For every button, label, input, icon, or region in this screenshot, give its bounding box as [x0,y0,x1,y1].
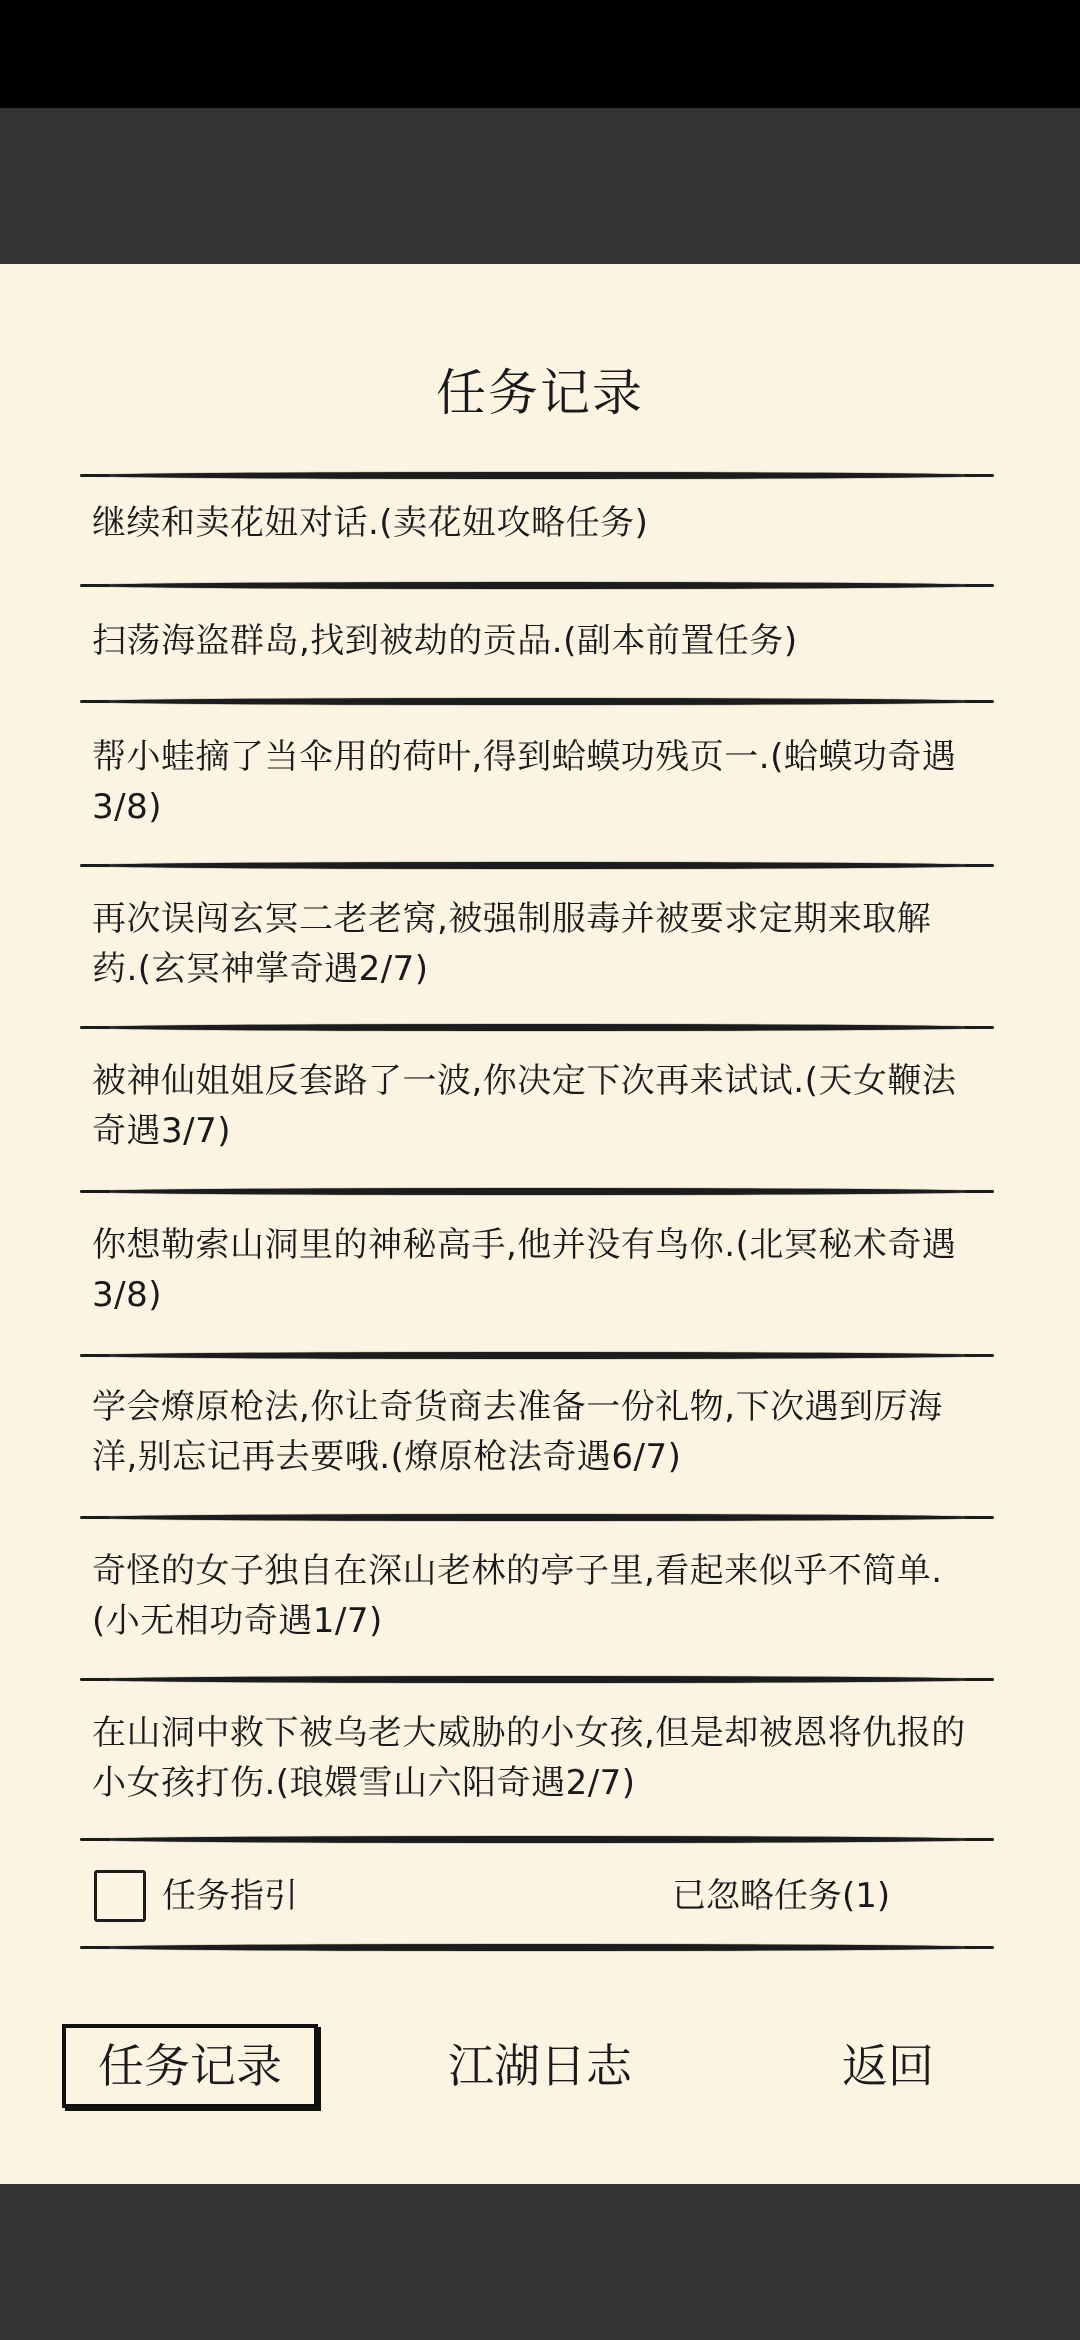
quest-item[interactable]: 被神仙姐姐反套路了一波,你决定下次再来试试.(天女鞭法奇遇3/7) [92,1061,957,1151]
divider [86,1188,988,1195]
quest-item[interactable]: 继续和卖花妞对话.(卖花妞攻略任务) [92,503,649,543]
ignored-quests-link[interactable]: 已忽略任务(1) [672,1876,891,1916]
divider [86,1836,988,1843]
top-band [0,108,1080,264]
quest-item[interactable]: 你想勒索山洞里的神秘高手,他并没有鸟你.(北冥秘术奇遇3/8) [92,1225,957,1315]
quest-item[interactable]: 奇怪的女子独自在深山老林的亭子里,看起来似乎不简单.(小无相功奇遇1/7) [92,1551,943,1641]
quest-guide-label[interactable]: 任务指引 [162,1876,298,1916]
divider [86,698,988,705]
divider [86,1352,988,1359]
divider [86,1676,988,1683]
status-bar [0,0,1080,108]
divider [86,582,988,589]
bottom-band [0,2184,1080,2340]
divider [86,472,988,479]
page-title: 任务记录 [436,364,644,422]
divider [86,1514,988,1521]
divider [86,1944,988,1951]
quest-options-row [0,1866,1080,1930]
quest-guide-checkbox[interactable] [94,1870,146,1922]
quest-item[interactable]: 扫荡海盗群岛,找到被劫的贡品.(副本前置任务) [92,621,798,661]
back-button[interactable]: 返回 [842,2039,934,2093]
quest-item[interactable]: 帮小蛙摘了当伞用的荷叶,得到蛤蟆功残页一.(蛤蟆功奇遇3/8) [92,737,957,827]
divider [86,1024,988,1031]
quest-item[interactable]: 学会燎原枪法,你让奇货商去准备一份礼物,下次遇到厉海洋,别忘记再去要哦.(燎原枪法奇遇6/7) [92,1387,943,1477]
tab-quest-records[interactable]: 任务记录 [62,2024,318,2108]
tab-jianghu-journal[interactable]: 江湖日志 [448,2039,632,2093]
quest-item[interactable]: 在山洞中救下被乌老大威胁的小女孩,但是却被恩将仇报的小女孩打伤.(琅嬛雪山六阳奇遇2/7) [92,1713,966,1803]
divider [86,862,988,869]
quest-item[interactable]: 再次误闯玄冥二老老窝,被强制服毒并被要求定期来取解药.(玄冥神掌奇遇2/7) [92,899,932,989]
